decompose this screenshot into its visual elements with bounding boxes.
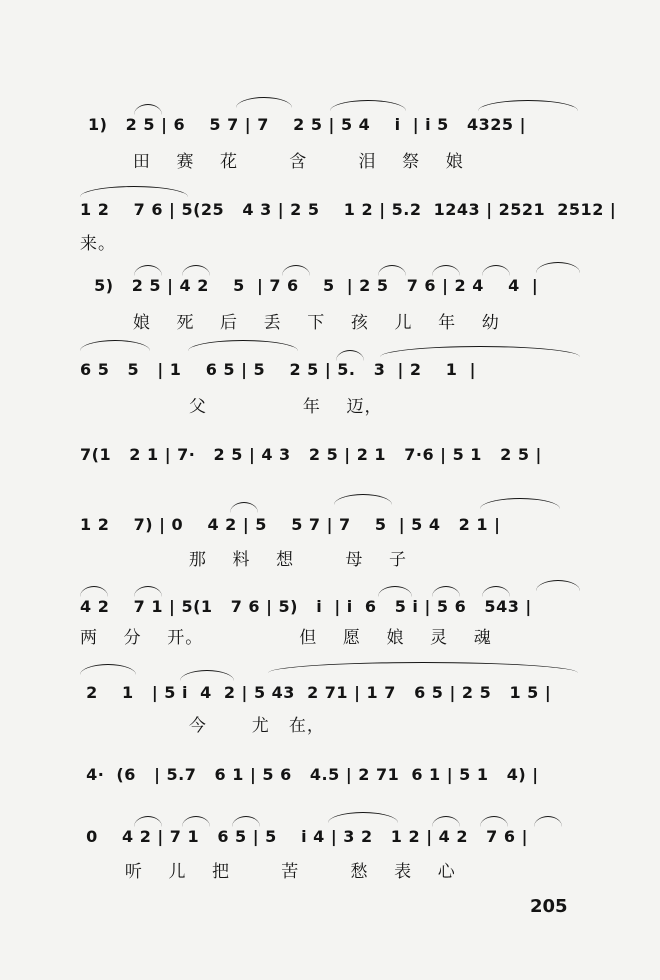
- slur-8c: [268, 662, 578, 673]
- slur-7e: [482, 586, 510, 597]
- lyrics-line-7: 两 分 开。 但 愿 娘 灵 魂: [80, 628, 492, 648]
- slur-10a: [134, 816, 162, 827]
- slur-3g: [536, 262, 580, 273]
- slur-4a: [80, 340, 150, 351]
- notation-line-4: 6 5 5 | 1 6 5 | 5 2 5 | 5. 3 | 2 1 |: [80, 360, 476, 379]
- slur-3f: [482, 265, 510, 276]
- lyrics-line-10: 听 儿 把 苦 愁 表 心: [80, 862, 456, 882]
- slur-3b: [182, 265, 210, 276]
- notation-line-9: 4· (6 | 5.7 6 1 | 5 6 4.5 | 2 71 6 1 | 5 1 4) |: [80, 765, 539, 784]
- notation-line-7: 4 2 7 1 | 5(1 7 6 | 5) i | i 6 5 i | 5 6 543 |: [80, 597, 532, 616]
- slur-6c: [480, 498, 560, 509]
- slur-1d: [478, 100, 578, 111]
- slur-6a: [230, 502, 258, 513]
- slur-10g: [534, 816, 562, 827]
- slur-4b: [188, 340, 298, 351]
- notation-line-8: 2 1 | 5 i 4 2 | 5 43 2 71 | 1 7 6 5 | 2 5 1 5 |: [80, 683, 552, 702]
- lyrics-line-6: 那 料 想 母 子: [80, 550, 407, 570]
- slur-3a: [134, 265, 162, 276]
- notation-line-2: 1 2 7 6 | 5(25 4 3 | 2 5 1 2 | 5.2 1243 | 2521 2512 |: [80, 200, 617, 219]
- slur-7c: [378, 586, 412, 597]
- slur-10b: [182, 816, 210, 827]
- slur-2a: [80, 186, 188, 197]
- slur-10e: [432, 816, 460, 827]
- slur-1b: [236, 97, 292, 108]
- notation-line-5: 7(1 2 1 | 7· 2 5 | 4 3 2 5 | 2 1 7·6 | 5 1 2 5 |: [80, 445, 542, 464]
- page-number: 205: [530, 896, 568, 917]
- slur-4c: [336, 350, 364, 361]
- slur-3d: [378, 265, 406, 276]
- lyrics-line-1: 田 赛 花 含 泪 祭 娘: [88, 152, 464, 172]
- slur-8b: [180, 670, 234, 681]
- slur-10c: [232, 816, 260, 827]
- slur-7f: [536, 580, 580, 591]
- slur-7d: [432, 586, 460, 597]
- notation-line-3: 5) 2 5 | 4 2 5 | 7 6 5 | 2 5 7 6 | 2 4 4 |: [88, 276, 539, 295]
- slur-7b: [134, 586, 162, 597]
- lyrics-line-3: 娘 死 后 丢 下 孩 儿 年 幼: [88, 313, 500, 333]
- notation-line-6: 1 2 7) | 0 4 2 | 5 5 7 | 7 5 | 5 4 2 1 |: [80, 515, 501, 534]
- slur-6b: [334, 494, 392, 505]
- notation-line-1: 1) 2 5 | 6 5 7 | 7 2 5 | 5 4 i | i 5 4325 |: [88, 115, 526, 134]
- slur-3e: [432, 265, 460, 276]
- lyrics-line-2: 来。: [80, 234, 116, 254]
- lyrics-line-4: 父 年 迈，: [80, 397, 383, 417]
- slur-8a: [80, 664, 136, 675]
- slur-3c: [282, 265, 310, 276]
- slur-7a: [80, 586, 108, 597]
- slur-1c: [330, 100, 406, 111]
- slur-1a: [134, 104, 162, 115]
- notation-line-10: 0 4 2 | 7 1 6 5 | 5 i 4 | 3 2 1 2 | 4 2 7 6 |: [80, 827, 528, 846]
- slur-4d: [380, 346, 580, 357]
- slur-10d: [328, 812, 398, 823]
- slur-10f: [480, 816, 508, 827]
- lyrics-line-8: 今 尤 在，: [80, 716, 325, 736]
